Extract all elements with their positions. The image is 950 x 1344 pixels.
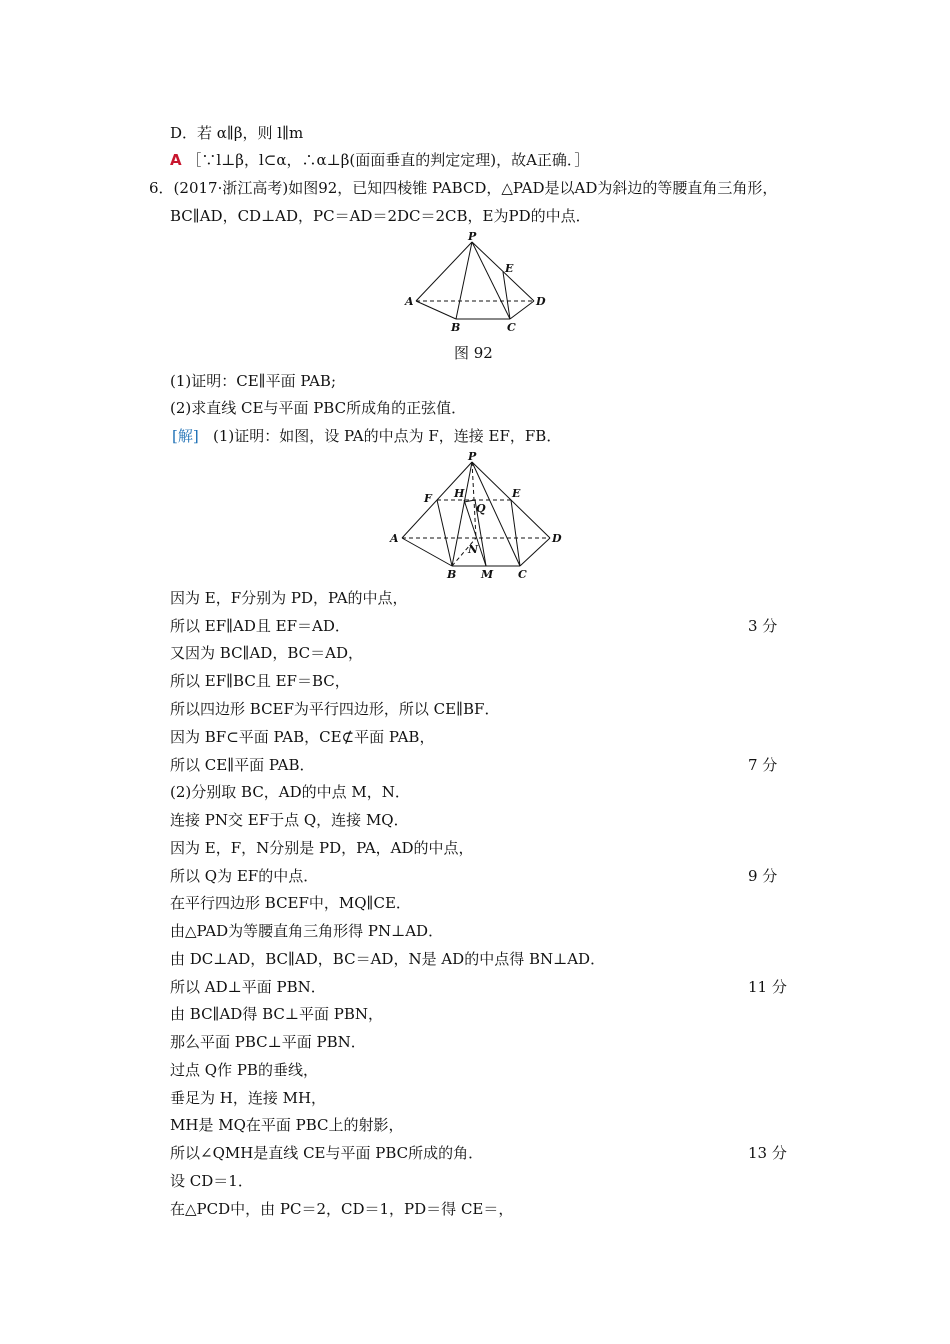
answer-letter: A (170, 151, 182, 169)
score-13: 13 分 (748, 1144, 787, 1162)
solution-figure (386, 450, 566, 582)
score-3: 3 分 (748, 617, 778, 635)
fig2-label-H: H (454, 487, 465, 500)
answer-explanation: ［∵l⊥β，l⊂α，∴α⊥β(面面垂直的判定定理)，故A正确．］ (186, 151, 590, 169)
fig2-label-P: P (468, 450, 477, 463)
edge-PA (416, 242, 472, 301)
edge-CD (510, 301, 534, 319)
step-17: 那么平面 PBC⊥平面 PBN． (170, 1033, 366, 1051)
edge-PD (472, 242, 534, 301)
edge-FB (437, 500, 452, 566)
step-8: (2)分别取 BC，AD的中点 M，N． (170, 783, 410, 801)
step-5: 所以四边形 BCEF为平行四边形，所以 CE∥BF． (170, 700, 500, 718)
fig2-label-M: M (481, 568, 494, 581)
fig2-label-F: F (424, 492, 432, 505)
question-1: (1)证明：CE∥平面 PAB; (170, 372, 336, 390)
fig2-label-B: B (447, 568, 457, 581)
step-22: 设 CD＝1． (170, 1172, 253, 1190)
fig1-label-P: P (468, 230, 477, 243)
step-3: 又因为 BC∥AD，BC＝AD， (170, 644, 363, 662)
step-18: 过点 Q作 PB的垂线， (170, 1061, 318, 1079)
fig2-label-N: N (468, 543, 479, 556)
problem-line-2: BC∥AD，CD⊥AD，PC＝AD＝2DC＝2CB，E为PD的中点． (170, 207, 591, 225)
step-6: 因为 BF⊂平面 PAB，CE⊄平面 PAB， (170, 728, 435, 746)
fig1-label-D: D (536, 295, 546, 308)
fig2-label-Q: Q (476, 502, 486, 515)
step-12: 在平行四边形 BCEF中，MQ∥CE． (170, 894, 411, 912)
step-9: 连接 PN交 EF于点 Q，连接 MQ． (170, 811, 409, 829)
step-4: 所以 EF∥BC且 EF＝BC， (170, 672, 350, 690)
step-16: 由 BC∥AD得 BC⊥平面 PBN， (170, 1005, 383, 1023)
solution-intro (172, 426, 561, 446)
fig1-label-B: B (451, 321, 461, 334)
fig2-label-A: A (390, 532, 399, 545)
step-7: 所以 CE∥平面 PAB． (170, 756, 315, 774)
score-9: 9 分 (748, 867, 778, 885)
score-7: 7 分 (748, 756, 778, 774)
figure-92 (398, 230, 558, 338)
solution-intro-text: (1)证明：如图，设 PA的中点为 F，连接 EF，FB． (213, 427, 562, 445)
option-d: D．若 α∥β，则 l∥m (170, 124, 304, 142)
step-10: 因为 E，F，N分别是 PD，PA，AD的中点， (170, 839, 474, 857)
solution-tag: [解] (172, 427, 199, 445)
step-15: 所以 AD⊥平面 PBN． (170, 978, 326, 996)
step-1: 因为 E，F分别为 PD，PA的中点， (170, 589, 408, 607)
step-20: MH是 MQ在平面 PBC上的射影， (170, 1116, 404, 1134)
step-19: 垂足为 H，连接 MH， (170, 1089, 327, 1107)
fig2-label-E: E (512, 487, 521, 500)
edge-PB (456, 242, 472, 319)
step-23: 在△PCD中，由 PC＝2，CD＝1，PD＝得 CE＝， (170, 1200, 514, 1218)
fig2-label-D: D (552, 532, 562, 545)
edge-AB (402, 538, 452, 566)
fig2-label-C: C (518, 568, 527, 581)
fig1-label-E: E (505, 262, 514, 275)
step-21: 所以∠QMH是直线 CE与平面 PBC所成的角． (170, 1144, 484, 1162)
step-14: 由 DC⊥AD，BC∥AD，BC＝AD，N是 AD的中点得 BN⊥AD． (170, 950, 606, 968)
step-13: 由△PAD为等腰直角三角形得 PN⊥AD． (170, 922, 444, 940)
step-2: 所以 EF∥AD且 EF＝AD． (170, 617, 350, 635)
score-11: 11 分 (748, 978, 787, 996)
edge-CD (520, 538, 550, 566)
fig1-label-C: C (507, 321, 516, 334)
answer-line (170, 150, 589, 170)
step-11: 所以 Q为 EF的中点． (170, 867, 319, 885)
figure-caption: 图 92 (454, 344, 493, 362)
question-2: (2)求直线 CE与平面 PBC所成角的正弦值． (170, 399, 467, 417)
edge-AB (416, 301, 456, 319)
fig1-label-A: A (405, 295, 414, 308)
problem-line-1: 6．(2017·浙江高考)如图92，已知四棱锥 PABCD，△PAD是以AD为斜边的等腰直角三角形， (149, 179, 778, 197)
